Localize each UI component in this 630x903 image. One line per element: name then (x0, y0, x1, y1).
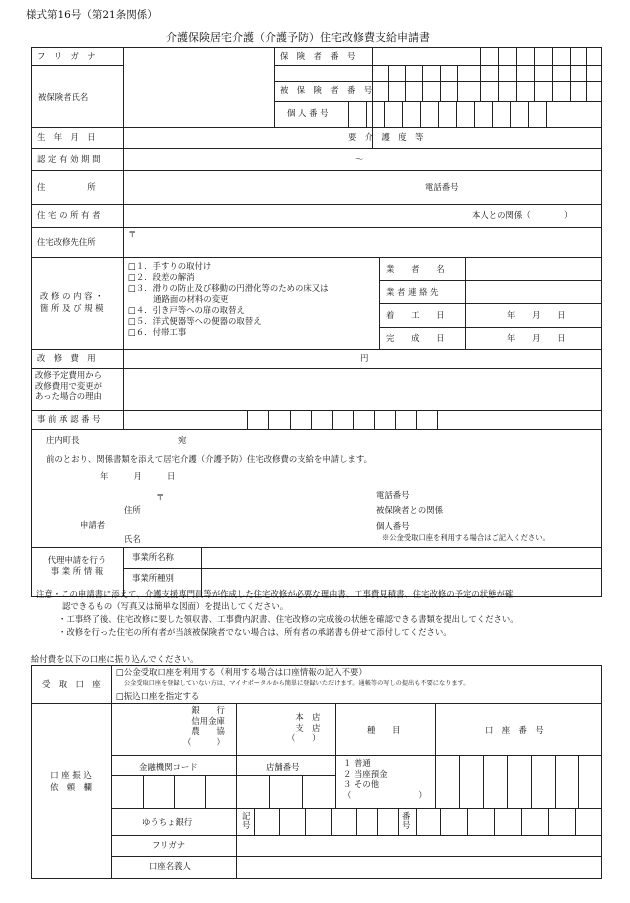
applicant-personal-number-label: 個人番号 (376, 521, 410, 531)
applicant-phone-label: 電話番号 (376, 490, 410, 500)
public-account-option[interactable]: □公金受取口座を利用する（利用する場合は口座情報の記入不要） (116, 667, 367, 677)
note-line-1: 注意・この申請書に添えて、介護支援専門員等が作成した住宅改修が必要な理由書、工事費見積書、住宅改修の予定の状態が確 (36, 589, 514, 599)
prior-approval-label: 事 前 承 認 番 号 (37, 414, 101, 424)
furigana-label: フ リ ガ ナ (37, 51, 96, 61)
receiving-account-label: 受 取 口 座 (42, 679, 101, 689)
insured-name-label: 被保険者氏名 (38, 92, 89, 102)
renovation-address-label: 住宅改修先住所 (37, 237, 96, 247)
renovation-item-1: □１．手すりの取付け (128, 261, 212, 271)
renovation-item-4: □４．引き戸等への扉の取替え (128, 305, 245, 315)
contractor-contact-label: 業 者 連 絡 先 (386, 287, 439, 297)
branch-type-options: 本 店 支 店 （ ） (287, 712, 321, 743)
note-line-4: ・改修を行った住宅の所有者が当該被保険者でない場合は、所有者の承諾書も併せて添付してください。 (58, 627, 452, 637)
renovation-item-3b: 通路面の材料の変更 (128, 294, 229, 304)
transfer-account-option[interactable]: □振込口座を指定する (116, 691, 200, 701)
office-type-label: 事業所種別 (132, 573, 174, 583)
applicant-note: ※公金受取口座を利用する場合はご記入ください。 (382, 533, 550, 542)
start-date-label: 着 工 日 (386, 310, 445, 320)
application-statement: 前のとおり、関係書類を添えて居宅介護（介護予防）住宅改修費の支給を申請します。 (46, 454, 372, 464)
validity-tilde: ～ (355, 154, 364, 164)
applicant-label: 申請者 (80, 520, 106, 530)
account-number-label: 口 座 番 号 (485, 725, 544, 735)
note-line-2: 認できるもの（写真又は簡単な図面）を提出してください。 (62, 601, 289, 611)
completion-date-label: 完 成 日 (386, 333, 445, 343)
phone-label: 電話番号 (425, 182, 459, 192)
bank-code-label: 金融機関コード (139, 762, 198, 772)
yucho-symbol-label: 記 号 (242, 811, 251, 831)
renovation-item-2: □２．段差の解消 (128, 272, 195, 282)
validity-period-label: 認 定 有 効 期 間 (37, 154, 101, 164)
public-account-note: 公金受取口座を登録していない方は、マイナポータルから簡単に登録いただけます。通帳等の写しの提出も不要になります。 (124, 680, 470, 687)
applicant-postal-mark: 〒 (156, 492, 165, 502)
completion-date-ymd: 年 月 日 (507, 333, 566, 343)
account-kind-options: １ 普通 ２ 当座預金 ３ その他 （ ） (343, 758, 427, 800)
applicant-relation-label: 被保険者との関係 (376, 505, 443, 515)
office-name-label: 事業所名称 (132, 552, 174, 562)
bank-intro: 給付費を以下の口座に振り込んでください。 (31, 654, 199, 664)
branch-number-label: 店舗番号 (266, 762, 300, 772)
renovation-item-3: □３．滑りの防止及び移動の円滑化等のための床又は (128, 283, 329, 293)
applicant-name-label: 氏名 (124, 534, 141, 544)
applicant-address-label: 住所 (124, 505, 141, 515)
yucho-bank-label: ゆうちょ銀行 (142, 817, 193, 827)
account-holder-label: 口座名義人 (149, 861, 191, 871)
postal-mark: 〒 (128, 229, 137, 239)
recipient: 庄内町長 (46, 435, 80, 445)
address-label: 住 所 (37, 182, 96, 192)
note-line-3: ・工事終了後、住宅改修に要した領収書、工事費内訳書、住宅改修の完成後の状態を確認できる書類を提出してください。 (58, 614, 519, 624)
bank-type-options: 銀 行 信用金庫 農 協 （ ） (183, 705, 225, 747)
personal-number-label: 個 人 番 号 (287, 108, 329, 118)
proxy-label: 代理申請を行う 事 業 所 情 報 (47, 555, 107, 576)
page-title: 介護保険居宅介護（介護予防）住宅改修費支給申請書 (166, 31, 430, 44)
holder-furigana-label: フリガナ (152, 840, 186, 850)
yucho-number-label: 番 号 (402, 811, 411, 831)
renovation-item-6: □６．付帯工事 (128, 327, 187, 337)
care-level-label: 要 介 護 度 等 (348, 132, 424, 142)
cost-label: 改 修 費 用 (37, 353, 96, 363)
insured-number-label: 被 保 険 者 番 号 (280, 85, 373, 95)
form-number: 様式第16号（第21条関係） (26, 9, 158, 21)
renovation-content-label: 改 修 の 内 容 ・ 箇 所 及 び 規 模 (40, 291, 104, 314)
renovation-item-5: □５．洋式便器等への便器の取替え (128, 316, 262, 326)
transfer-request-label: 口 座 振 込 依 頼 欄 (50, 770, 92, 792)
owner-relation-label: 本人との関係（ ） (472, 210, 573, 220)
application-date: 年 月 日 (100, 471, 176, 481)
start-date-ymd: 年 月 日 (507, 310, 566, 320)
insurer-number-label: 保 険 者 番 号 (280, 51, 356, 61)
recipient-honorific: 宛 (178, 435, 187, 445)
birthdate-label: 生 年 月 日 (37, 132, 96, 142)
cost-yen: 円 (360, 353, 369, 363)
account-kind-label: 種 目 (367, 725, 401, 735)
owner-label: 住 宅 の 所 有 者 (37, 210, 101, 220)
contractor-label: 業 者 名 (386, 264, 445, 274)
change-reason-label: 改修予定費用から 改修費用で変更が あった場合の理由 (35, 370, 102, 401)
